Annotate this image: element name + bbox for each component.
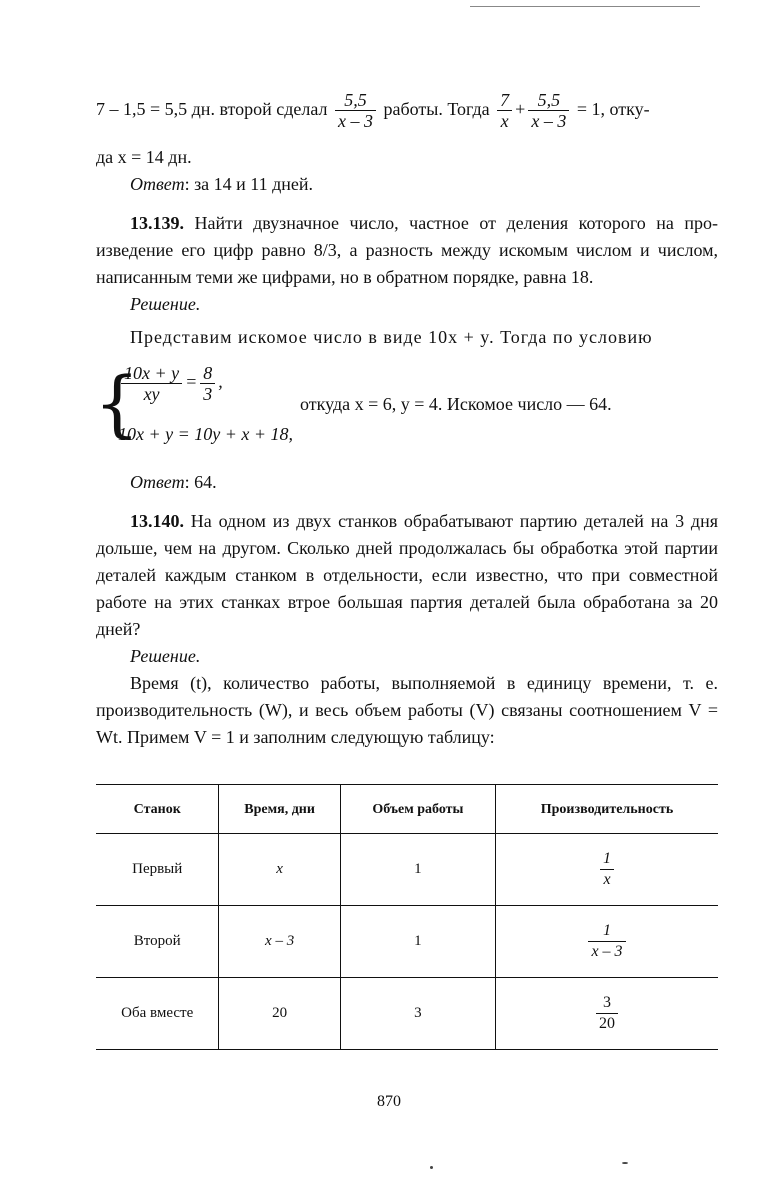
problem-13-140	[96, 508, 718, 643]
scan-speck	[430, 1166, 433, 1169]
header-rule	[470, 6, 700, 7]
scan-speck	[622, 1162, 628, 1164]
page-number: 870	[377, 1093, 401, 1110]
table-header-cell: Производительность	[496, 785, 718, 834]
volume-cell: 1	[340, 906, 495, 978]
table-header-cell: Станок	[96, 785, 219, 834]
problem-text: На одном из двух станков обрабатывают партию деталей на 3 дня дольше, чем на другом. Сколько дней продолжалась бы обработка этой партии деталей каждым станком в отдельности, если известно, что при совместной работе на этих станках втрое большая партия деталей была обработана за 20 дней?	[96, 511, 718, 639]
system-equation-2: 10x + y = 10y + x + 18,	[118, 424, 294, 444]
solution-label-1	[96, 291, 718, 318]
fraction-5-5-over-x-3: $\frac{5,5}{x - 3}$	[335, 90, 376, 131]
table-header-cell: Объем работы	[340, 785, 495, 834]
answer-1	[96, 171, 718, 198]
line1-end: = 1, отку-	[576, 99, 650, 119]
work-table	[96, 784, 718, 1050]
solution-140-text	[96, 670, 718, 751]
machine-cell: Первый	[96, 834, 219, 906]
solution-text: Время (t), количество работы, выполняемой в единицу времени, т. е. производительность (W), и весь объем работы (V) связаны соотношением V = Wt. Примем V = 1 и заполним следующую таблицу:	[96, 673, 718, 747]
intro-text: Представим искомое число в виде 10x + y. Тогда по условию	[130, 327, 653, 347]
productivity-cell: $\frac{1}{x}$	[496, 834, 718, 906]
page-body	[96, 86, 718, 751]
problem-number: 13.140.	[130, 511, 184, 531]
productivity-cell: $\frac{1}{x - 3}$	[496, 906, 718, 978]
plus-sign: +	[515, 99, 526, 119]
fraction-7-over-x: $\frac{7}{x}$	[497, 90, 512, 131]
table-header-cell: Время, дни	[219, 785, 340, 834]
system-equation-1: $\frac{10x + y}{xy}$ = $\frac{8}{3}$ ,	[118, 363, 223, 404]
table-header-row	[96, 785, 718, 834]
volume-cell: 3	[340, 978, 495, 1050]
solution-line-2	[96, 144, 718, 171]
time-cell: x	[219, 834, 340, 906]
time-cell: 20	[219, 978, 340, 1050]
table-row	[96, 978, 718, 1050]
table-row	[96, 906, 718, 978]
table-row	[96, 834, 718, 906]
line1-start: 7 – 1,5 = 5,5 дн. второй сделал	[96, 99, 328, 119]
volume-cell: 1	[340, 834, 495, 906]
answer-text: : за 14 и 11 дней.	[184, 174, 314, 194]
time-cell: x – 3	[219, 906, 340, 978]
productivity-cell: $\frac{3}{20}$	[496, 978, 718, 1050]
answer-label: Ответ	[130, 174, 185, 194]
answer-label: Ответ	[130, 472, 185, 492]
solution-139-intro	[96, 324, 718, 351]
machine-cell: Второй	[96, 906, 219, 978]
problem-number: 13.139.	[130, 213, 184, 233]
solution-label-2	[96, 643, 718, 670]
equation-system	[96, 363, 718, 451]
solution-label: Решение.	[130, 294, 201, 314]
answer-2	[96, 469, 718, 496]
solution-line-1	[96, 86, 718, 132]
line2-text: да x = 14 дн.	[96, 147, 192, 167]
system-brace: {	[94, 361, 140, 445]
answer-text: : 64.	[184, 472, 217, 492]
problem-text: Найти двузначное число, частное от деления которого на произведение его цифр равно 8/3, а разность между искомым числом и числом, написанным теми же цифрами, но в обратном порядке, равна 18.	[96, 213, 719, 287]
problem-13-139	[96, 210, 718, 291]
solution-label: Решение.	[130, 646, 201, 666]
machine-cell: Оба вместе	[96, 978, 219, 1050]
system-result: откуда x = 6, y = 4. Искомое число — 64.	[300, 394, 612, 414]
line1-middle: работы. Тогда	[383, 99, 490, 119]
fraction-5-5-over-x-3-b: $\frac{5,5}{x - 3}$	[528, 90, 569, 131]
